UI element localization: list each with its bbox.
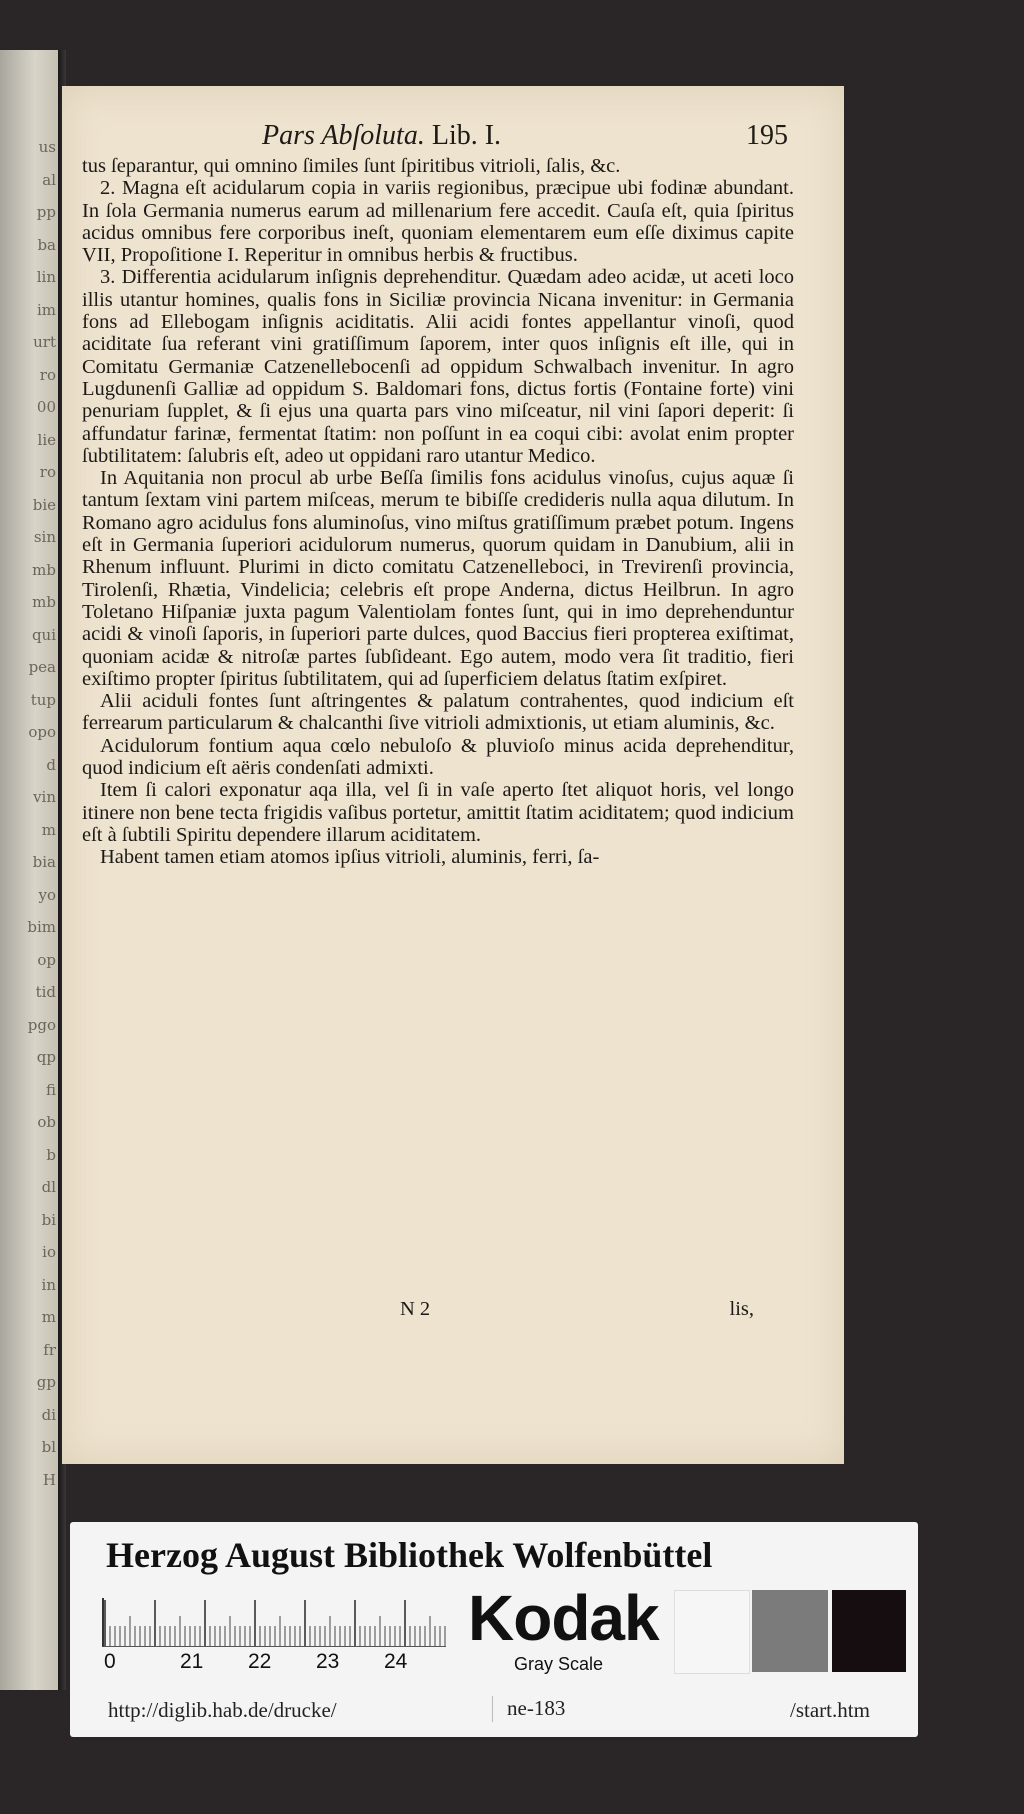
running-title: Pars Abſoluta. Lib. I. (262, 120, 502, 151)
previous-page-fragment: 00 (36, 398, 56, 416)
previous-page-fragment: bi (41, 1210, 56, 1229)
previous-page-fragment: gp (36, 1373, 56, 1391)
previous-page-fragment: lin (36, 268, 56, 286)
page-number: 195 (746, 120, 788, 151)
scale-ruler (102, 1598, 446, 1647)
previous-page-fragment: im (36, 300, 56, 319)
previous-page-fragment: dl (41, 1178, 56, 1196)
previous-page-fragment: sin (33, 528, 56, 546)
previous-page-fragment: pgo (27, 1015, 56, 1034)
previous-page-fragment: lie (37, 430, 56, 449)
previous-page-fragment: m (41, 1308, 56, 1326)
ruler-label: 21 (180, 1650, 204, 1673)
previous-page-fragment: ro (39, 365, 56, 384)
previous-page-fragment: H (42, 1470, 56, 1489)
previous-page-edge (0, 50, 58, 1690)
book-page (62, 86, 844, 1464)
previous-page-fragment: yo (38, 885, 56, 904)
signature-mark: N 2 (400, 1298, 431, 1320)
paragraph: Alii aciduli fontes ſunt aſtringentes & palatum contrahentes, quod indicium eſt ferrearum particularum & chalcanthi ſive vitrioli admixtionis, ut etiam aluminis, &c. (82, 690, 794, 735)
previous-page-fragment: tid (35, 983, 56, 1001)
previous-page-fragment: us (38, 138, 56, 156)
paragraph: 3. Differentia acidularum inſignis deprehenditur. Quædam adeo acidæ, ut aceti loco illis utantur homines, qualis fons in Siciliæ provincia Nicana invenitur: in Germania fons ad Ellebogam inſignis aciditatis. Alii acidi fontes appellantur vinoſi, quod aciditate ſua referant vini gratiſſimum ſaporem, inter quos inſignis eſt ille, qui in Comitatu Germaniæ Catzenellebocenſi ad oppidum Schwalbach invenitur. In agro Lugdunenſi Galliæ ad oppidum S. Baldomari fons, dictus fortis (Fontaine forte) vini penuriam ſupplet, & ſi ejus una quarta pars vino miſceatur, nil vini ſapori deperit: ſi affundatur farinæ, fermentat ſtatim: non poſſunt in ea coqui cibi: avolat enim propter ſubtilitatem: ſalubris eſt, adeo ut oppidani raro utantur Medico. (82, 266, 794, 467)
paragraph: tus ſeparantur, qui omnino ſimiles ſunt ſpiritibus vitrioli, ſalis, &c. (82, 155, 621, 177)
white-swatch (674, 1590, 750, 1674)
page-header (62, 120, 844, 156)
previous-page-fragment: d (46, 755, 56, 774)
paragraph: 2. Magna eſt acidularum copia in variis regionibus, præcipue ubi fodinæ abundant. In ſola Germania numerus earum ad millenarium fere accedit. Cauſa eſt, quia ſpiritus acidus omnibus fere corporibus ineſt, quoniam elementarem eum eſſe diximus capite VII, Propoſitione I. Reperitur in omnibus herbis & fructibus. (82, 177, 794, 267)
url-identifier: ne-183 (492, 1696, 565, 1722)
previous-page-fragment: mb (32, 560, 56, 579)
previous-page-fragment: ro (39, 463, 56, 481)
ruler-label: 24 (384, 1650, 408, 1673)
previous-page-fragment: io (42, 1243, 56, 1261)
url-base: http://diglib.hab.de/drucke/ (108, 1698, 337, 1722)
paragraph: In Aquitania non procul ab urbe Beſſa ſimilis fons acidulus vinoſus, cujus aquæ ſi tantum ſextam vini partem miſceas, merum te bibiſſe credideris nulla aqua dilutum. In Romano agro acidulus fons aluminoſus, vino miſtus gratiſſimum præbet potum. Ingens eſt in Germania ſuperiori acidulorum numerus, quorum quidam in Danubium, alii in Rhenum influunt. Plurimi in dicto comitatu Catzenelleboci, in Trevirenſi provincia, Tirolenſi, Rhætia, Vindelicia; celebris eſt prope Anderna, dictus Heilbrun. In agro Toletano Hiſpaniæ juxta pagum Valentiolam fontes ſunt, qui in imo deprehenduntur acidi & vinoſi ſaporis, in ſuperiori parte dulces, quod Baccius fieri propterea exiſtimat, quoniam acidæ & nitroſæ partes ſubſideant. Ego autem, modo vera ſit traditio, fieri exiſtimo propter ſpiritus ſubtilitatem, qui ad ſuperficiem delatus ſtatim exſpiret. (82, 467, 794, 690)
gray-swatch (752, 1590, 828, 1672)
previous-page-fragment: in (41, 1275, 56, 1294)
library-name: Herzog August Bibliothek Wolfenbüttel (106, 1535, 713, 1575)
previous-page-fragment: fi (45, 1080, 56, 1099)
previous-page-fragment: bia (32, 853, 56, 871)
previous-page-fragment: fr (43, 1340, 56, 1359)
previous-page-fragment: bl (41, 1438, 56, 1456)
previous-page-fragment: qp (36, 1048, 56, 1066)
previous-page-fragment: di (41, 1405, 56, 1424)
paragraph: Habent tamen etiam atomos ipſius vitrioli, aluminis, ferri, ſa- (100, 846, 600, 869)
ruler-ticks (104, 1598, 446, 1646)
catchword: lis, (729, 1298, 754, 1320)
color-calibration-card (70, 1522, 918, 1737)
previous-page-fragment: opo (28, 723, 56, 741)
previous-page-fragment: al (42, 170, 56, 189)
page-footer (62, 1298, 844, 1324)
ruler-label: 22 (248, 1650, 272, 1673)
previous-page-fragment: tup (30, 690, 56, 709)
paragraph: Acidulorum fontium aqua cœlo nebuloſo & pluvioſo minus acida deprehenditur, quod indicium eſt aëris condenſati admixti. (82, 734, 794, 780)
paragraph: Item ſi calori exponatur aqa illa, vel ſi in vaſe aperto ſtet aliquot horis, vel longo itinere non bene tecta frigidis vaſibus portetur, amittit ſtatim aciditatem; quod indicium eſt à ſubtili Spiritu dependere illarum aciditatem. (82, 779, 794, 846)
ruler-label: 23 (316, 1650, 340, 1673)
body-text (82, 155, 794, 869)
previous-page-fragment: vin (33, 788, 56, 806)
url-suffix: /start.htm (790, 1698, 870, 1722)
kodak-logo: Kodak (468, 1582, 659, 1654)
ruler-label: 0 (104, 1650, 116, 1673)
previous-page-fragment: op (37, 950, 56, 969)
black-swatch (832, 1590, 906, 1672)
previous-page-fragment: m (41, 820, 56, 839)
previous-page-fragment: pea (28, 658, 56, 676)
previous-page-fragment: ba (37, 235, 56, 254)
gray-scale-label: Gray Scale (514, 1654, 604, 1674)
ruler-labels (102, 1650, 462, 1680)
previous-page-fragment: mb (32, 593, 56, 611)
previous-page-fragment: pp (36, 203, 56, 221)
previous-page-fragment: b (46, 1145, 56, 1164)
previous-page-fragment: ob (37, 1113, 56, 1131)
previous-page-fragment: bie (32, 495, 56, 514)
previous-page-fragment: urt (33, 333, 56, 351)
previous-page-fragment: qui (31, 625, 56, 644)
previous-page-fragment: bim (27, 918, 56, 936)
